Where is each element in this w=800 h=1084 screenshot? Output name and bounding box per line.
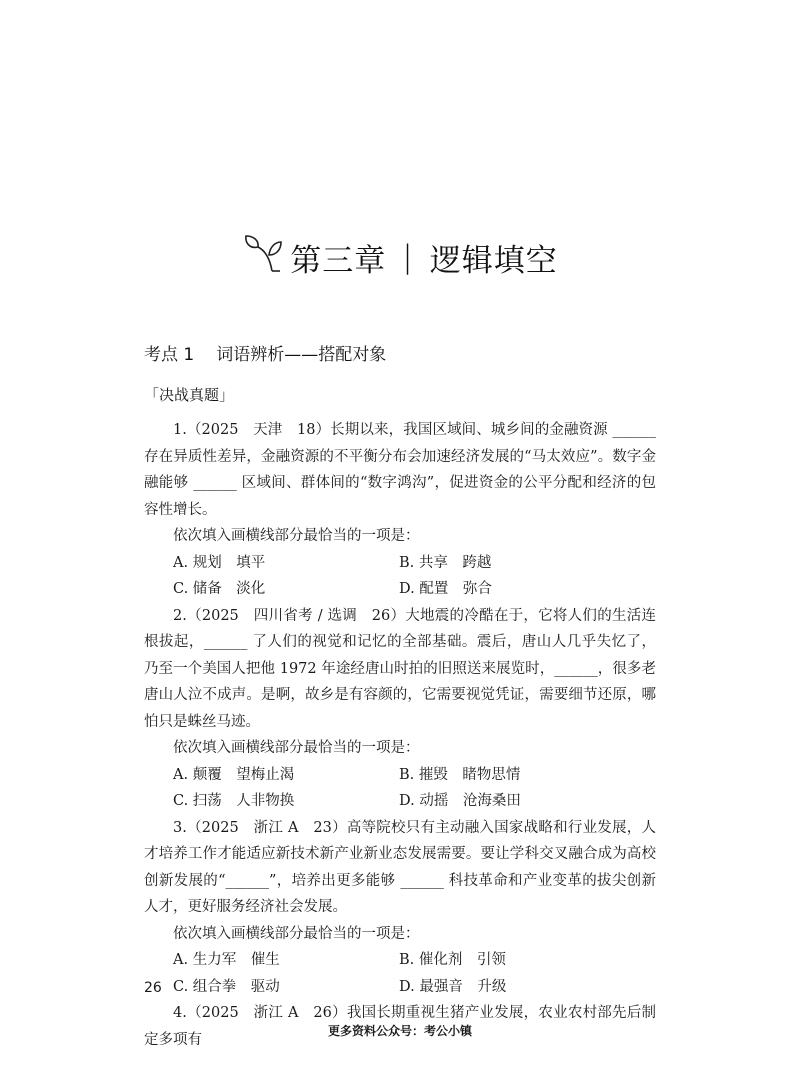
sprout-icon (242, 233, 284, 273)
option-b: B. 摧毁 睹物思情 (399, 766, 521, 783)
question-stem: 3.（2025 浙江 A 23）高等院校只有主动融入国家战略和行业发展，人才培养工作才能适应新技术新产业新业态发展需要。要让学科交叉融合成为高校创新发展的“______”，培养出更多能够 ______ 科技革命和产业变革的拔尖创新人才，更好服务经济社会发展。 (144, 819, 656, 915)
option-row (144, 550, 656, 577)
question-list (144, 417, 656, 1053)
option-d: D. 配置 弥合 (399, 581, 492, 597)
option-row (144, 947, 656, 974)
chapter-number: 第三章 (290, 242, 387, 279)
chapter-title (0, 227, 800, 287)
chapter-separator: | (402, 239, 414, 275)
option-d: D. 最强音 升级 (399, 978, 507, 995)
option-b: B. 共享 跨越 (399, 554, 492, 571)
question-stem: 2.（2025 四川省考 / 选调 26）大地震的冷酷在于，它将人们的生活连根拔起，______ 了人们的视觉和记忆的全部基础。震后，唐山人几乎失忆了，乃至一个美国人把他 1972 年途经唐山时拍的旧照送来展览时，______，很多老唐山人泣不成声。是啊，故乡是有容颜的，它需要视觉凭证，需要细节还原，哪怕只是蛛丝马迹。 (144, 607, 656, 730)
option-row (144, 576, 656, 603)
question-1 (144, 417, 656, 603)
section-number: 考点 1 (144, 345, 195, 365)
option-a: A. 规划 填平 (173, 554, 266, 571)
option-a: A. 颠覆 望梅止渴 (173, 766, 295, 783)
section-heading (144, 340, 386, 365)
question-3 (144, 815, 656, 1001)
option-d: D. 动摇 沧海桑田 (399, 793, 521, 809)
option-a: A. 生力军 催生 (173, 952, 280, 968)
question-instruction: 依次填入画横线部分最恰当的一项是： (173, 925, 420, 942)
subsection-heading: 「决战真题」 (144, 386, 235, 404)
question-instruction: 依次填入画横线部分最恰当的一项是： (173, 528, 420, 544)
question-2 (144, 603, 656, 815)
section-title: 词语辨析——搭配对象 (216, 345, 387, 365)
chapter-subtitle: 逻辑填空 (429, 242, 558, 279)
option-c: C. 扫荡 人非物换 (173, 793, 295, 809)
question-stem: 4.（2025 浙江 A 26）我国长期重视生猪产业发展，农业农村部先后制定多项有 (144, 1005, 656, 1048)
option-c: C. 组合拳 驱动 (173, 978, 280, 995)
footer-note: 更多资料公众号：考公小镇 (327, 1024, 472, 1038)
option-b: B. 催化剂 引领 (399, 952, 506, 968)
option-row (144, 974, 656, 1001)
page-number: 26 (144, 980, 162, 996)
question-stem: 1.（2025 天津 18）长期以来，我国区域间、城乡间的金融资源 ______ 存在异质性差异，金融资源的不平衡分布会加速经济发展的“马太效应”。数字金融能够 ______ 区域间、群体间的“数字鸿沟”，促进资金的公平分配和经济的包容性增长。 (144, 422, 656, 518)
question-instruction: 依次填入画横线部分最恰当的一项是： (173, 740, 420, 756)
option-row (144, 762, 656, 789)
option-c: C. 储备 淡化 (173, 581, 266, 597)
option-row (144, 788, 656, 815)
